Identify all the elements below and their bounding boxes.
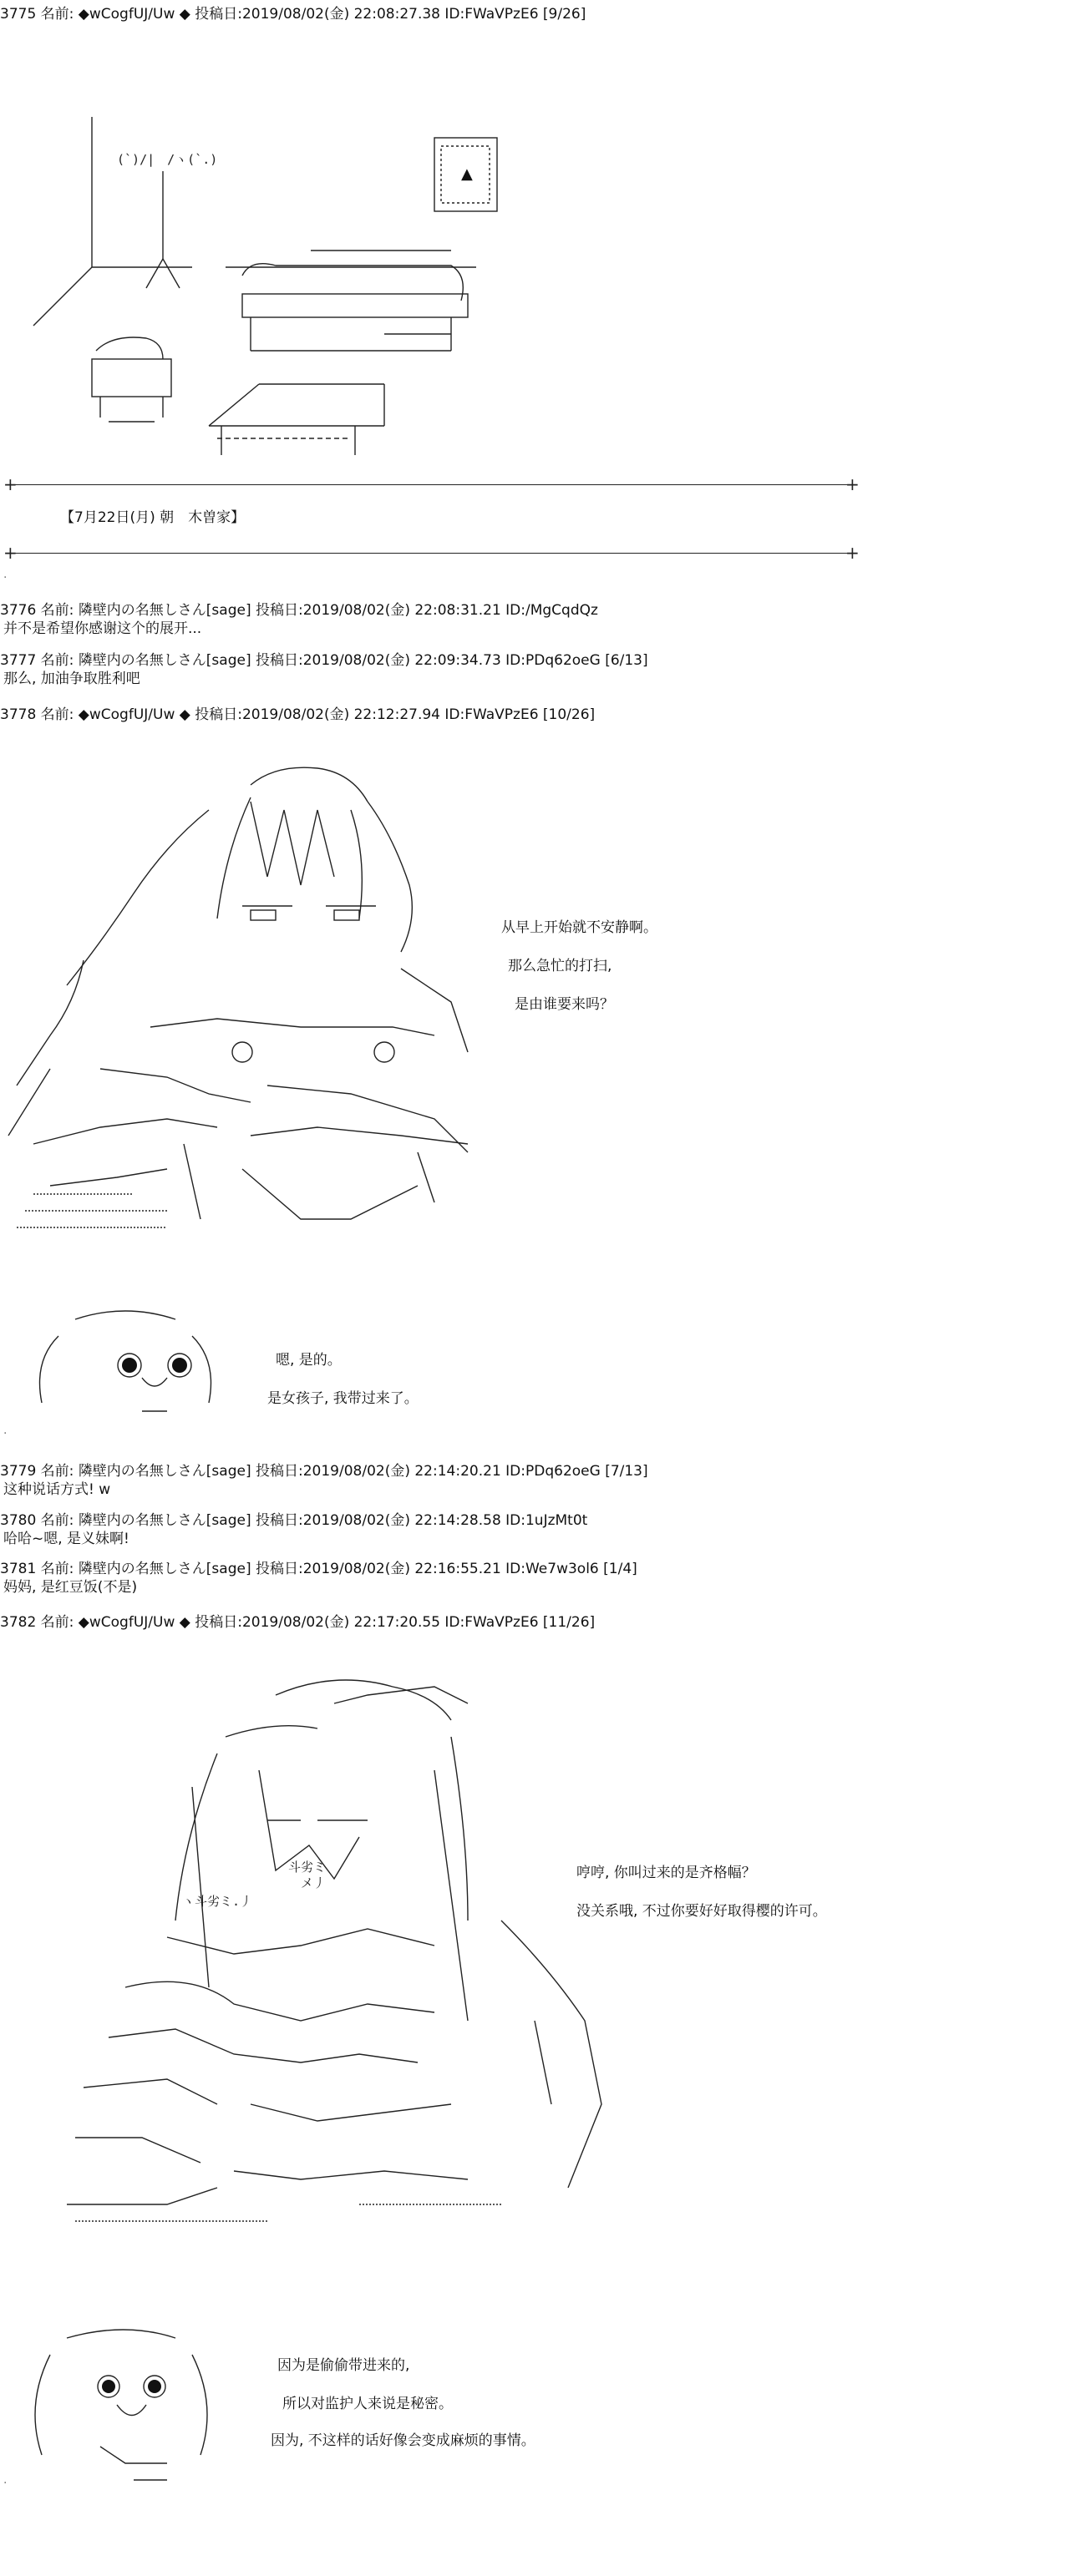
furniture-ascii-art <box>0 0 585 468</box>
post-end-dot: . <box>3 568 8 581</box>
yaruo-dialogue-line: 是女孩子, 我带过来了。 <box>267 1390 419 1407</box>
divider-bottom-right-cross: + <box>845 543 860 563</box>
triangle-icon: ▲ <box>461 165 473 183</box>
room-figure-text: (`)/| /ヽ(`.) <box>117 152 218 167</box>
post-header: 3776 名前: 隣壁内の名無しさん[sage] 投稿日:2019/08/02(金) 22:08:31.21 ID:/MgCqdQz <box>0 602 598 619</box>
post-body: 并不是希望你感谢这个的展开... <box>3 620 202 637</box>
post-body: 哈哈~嗯, 是义妹啊! <box>3 1531 129 1547</box>
post-header: 3780 名前: 隣壁内の名無しさん[sage] 投稿日:2019/08/02(金) 22:14:28.58 ID:1uJzMt0t <box>0 1512 588 1529</box>
yaruo-face-ascii-art <box>0 1303 234 1436</box>
post-end-dot: . <box>3 2473 8 2487</box>
post-header: 3781 名前: 隣壁内の名無しさん[sage] 投稿日:2019/08/02(金) 22:16:55.21 ID:We7w3ol6 [1/4] <box>0 1561 637 1577</box>
girl-dialogue-line: 是由谁要来吗？ <box>515 996 614 1013</box>
girl-dialogue-line: 从早上开始就不安静啊。 <box>501 919 657 936</box>
post-end-dot: . <box>3 1424 8 1437</box>
post-body: 妈妈, 是红豆饭(不是) <box>3 1579 138 1596</box>
post-body: 那么, 加油争取胜利吧 <box>3 671 140 687</box>
divider-top-right-cross: + <box>845 474 860 494</box>
yaruo-dialogue-line: 所以对监护人来说是秘密。 <box>282 2396 453 2412</box>
divider-top <box>8 484 852 485</box>
yaruo-dialogue-line: 因为, 不这样的话好像会变成麻烦的事情。 <box>271 2432 535 2449</box>
post-header: 3778 名前: ◆wCogfUJ/Uw ◆ 投稿日:2019/08/02(金) 22:12:27.94 ID:FWaVPzE6 [10/26] <box>0 706 596 723</box>
post-header: 3775 名前: ◆wCogfUJ/Uw ◆ 投稿日:2019/08/02(金) 22:08:27.38 ID:FWaVPzE6 [9/26] <box>0 6 586 23</box>
girl-ascii-art <box>0 752 551 1236</box>
divider-top-left-cross: + <box>3 474 18 494</box>
scene-caption: 【7月22日(月) 朝 木曽家】 <box>60 509 246 526</box>
kiso-ascii-label: ヽ斗劣ミ.丿 <box>182 1894 253 1909</box>
yaruo-dialogue-line: 因为是偷偷带进来的, <box>277 2357 410 2374</box>
post-body: 这种说话方式! w <box>3 1481 111 1498</box>
kiso-ascii-label: 斗劣ミ <box>288 1860 327 1875</box>
kiso-ascii-art <box>0 1670 652 2255</box>
kiso-dialogue-line: 没关系哦, 不过你要好好取得樱的许可。 <box>576 1903 827 1920</box>
girl-dialogue-line: 那么急忙的打扫, <box>508 958 612 974</box>
post-header: 3782 名前: ◆wCogfUJ/Uw ◆ 投稿日:2019/08/02(金) 22:17:20.55 ID:FWaVPzE6 [11/26] <box>0 1614 596 1631</box>
post-header: 3779 名前: 隣壁内の名無しさん[sage] 投稿日:2019/08/02(金) 22:14:20.21 ID:PDq62oeG [7/13] <box>0 1463 648 1480</box>
kiso-ascii-label: メ丿 <box>301 1875 327 1890</box>
yaruo-dialogue-line: 嗯, 是的。 <box>276 1352 342 1369</box>
yaruo-face-ascii-art <box>0 2321 234 2488</box>
divider-bottom-left-cross: + <box>3 543 18 563</box>
post-header: 3777 名前: 隣壁内の名無しさん[sage] 投稿日:2019/08/02(金) 22:09:34.73 ID:PDq62oeG [6/13] <box>0 652 648 669</box>
kiso-dialogue-line: 哼哼, 你叫过来的是齐格幅？ <box>576 1865 756 1881</box>
divider-bottom <box>8 553 852 554</box>
